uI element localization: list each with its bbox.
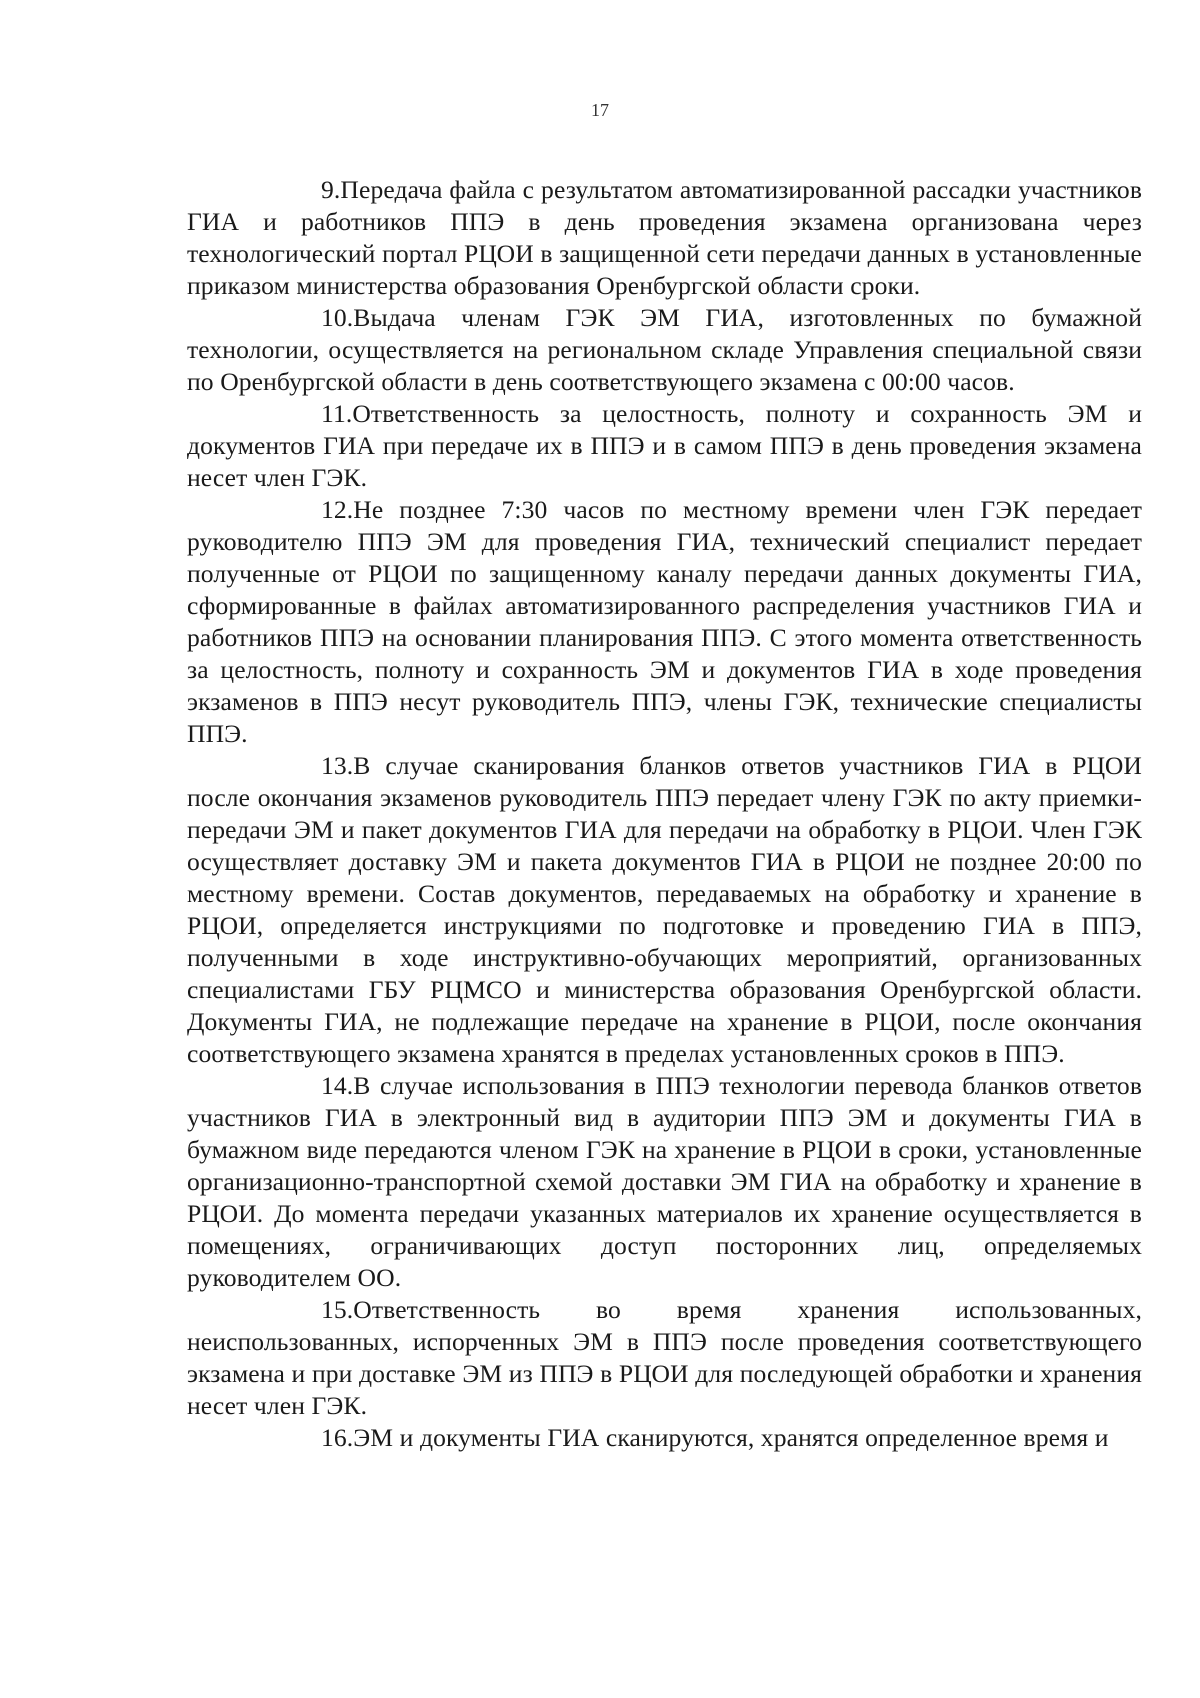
paragraph-text: Не позднее 7:30 часов по местному времени член ГЭК передает руководителю ППЭ ЭМ для проведения ГИА, технический специалист передает полученные от РЦОИ по защищенному каналу передачи данных документы ГИА, сформированные в файлах автоматизированного распределения участников ГИА и работников ППЭ на основании планирования ППЭ. С этого момента ответственность за целостность, полноту и сохранность ЭМ и документов ГИА в ходе проведения экзаменов в ППЭ несут руководитель ППЭ, члены ГЭК, технические специалисты ППЭ. [187, 495, 1142, 748]
paragraph-11 [187, 398, 1142, 494]
paragraph-13 [187, 750, 1142, 1070]
page-number: 17 [591, 100, 609, 120]
paragraph-text: Передача файла с результатом автоматизированной рассадки участников ГИА и работников ППЭ в день проведения экзамена организована через технологический портал РЦОИ в защищенной сети передачи данных в установленные приказом министерства образования Оренбургской области сроки. [187, 175, 1142, 300]
paragraph-text: Ответственность за целостность, полноту и сохранность ЭМ и документов ГИА при передаче их в ППЭ и в самом ППЭ в день проведения экзамена несет член ГЭК. [187, 399, 1142, 492]
paragraph-text: Выдача членам ГЭК ЭМ ГИА, изготовленных по бумажной технологии, осуществляется на региональном складе Управления специальной связи по Оренбургской области в день соответствующего экзамена с 00:00 часов. [187, 303, 1142, 396]
paragraph-number: 14. [321, 1071, 354, 1100]
paragraph-9 [187, 174, 1142, 302]
paragraph-number: 9. [321, 175, 341, 204]
paragraph-number: 12. [321, 495, 354, 524]
document-body [187, 174, 1142, 1454]
paragraph-text: В случае сканирования бланков ответов участников ГИА в РЦОИ после окончания экзаменов руководитель ППЭ передает члену ГЭК по акту приемки-передачи ЭМ и пакет документов ГИА для передачи на обработку в РЦОИ. Член ГЭК осуществляет доставку ЭМ и пакета документов ГИА в РЦОИ не позднее 20:00 по местному времени. Состав документов, передаваемых на обработку и хранение в РЦОИ, определяется инструкциями по подготовке и проведению ГИА в ППЭ, полученными в ходе инструктивно-обучающих мероприятий, организованных специалистами ГБУ РЦМСО и министерства образования Оренбургской области. Документы ГИА, не подлежащие передаче на хранение в РЦОИ, после окончания соответствующего экзамена хранятся в пределах установленных сроков в ППЭ. [187, 751, 1142, 1068]
paragraph-number: 16. [321, 1423, 354, 1452]
paragraph-12 [187, 494, 1142, 750]
paragraph-10 [187, 302, 1142, 398]
paragraph-number: 11. [321, 399, 353, 428]
paragraph-text: Ответственность во время хранения использованных, неиспользованных, испорченных ЭМ в ППЭ после проведения соответствующего экзамена и при доставке ЭМ из ППЭ в РЦОИ для последующей обработки и хранения несет член ГЭК. [187, 1295, 1142, 1420]
paragraph-14 [187, 1070, 1142, 1294]
paragraph-text: В случае использования в ППЭ технологии перевода бланков ответов участников ГИА в электронный вид в аудитории ППЭ ЭМ и документы ГИА в бумажном виде передаются членом ГЭК на хранение в РЦОИ в сроки, установленные организационно-транспортной схемой доставки ЭМ ГИА на обработку и хранение в РЦОИ. До момента передачи указанных материалов их хранение осуществляется в помещениях, ограничивающих доступ посторонних лиц, определяемых руководителем ОО. [187, 1071, 1142, 1292]
paragraph-text: ЭМ и документы ГИА сканируются, хранятся определенное время и [353, 1423, 1109, 1452]
paragraph-number: 15. [321, 1295, 354, 1324]
paragraph-number: 13. [321, 751, 354, 780]
paragraph-number: 10. [321, 303, 354, 332]
paragraph-15 [187, 1294, 1142, 1422]
paragraph-16 [187, 1422, 1142, 1454]
